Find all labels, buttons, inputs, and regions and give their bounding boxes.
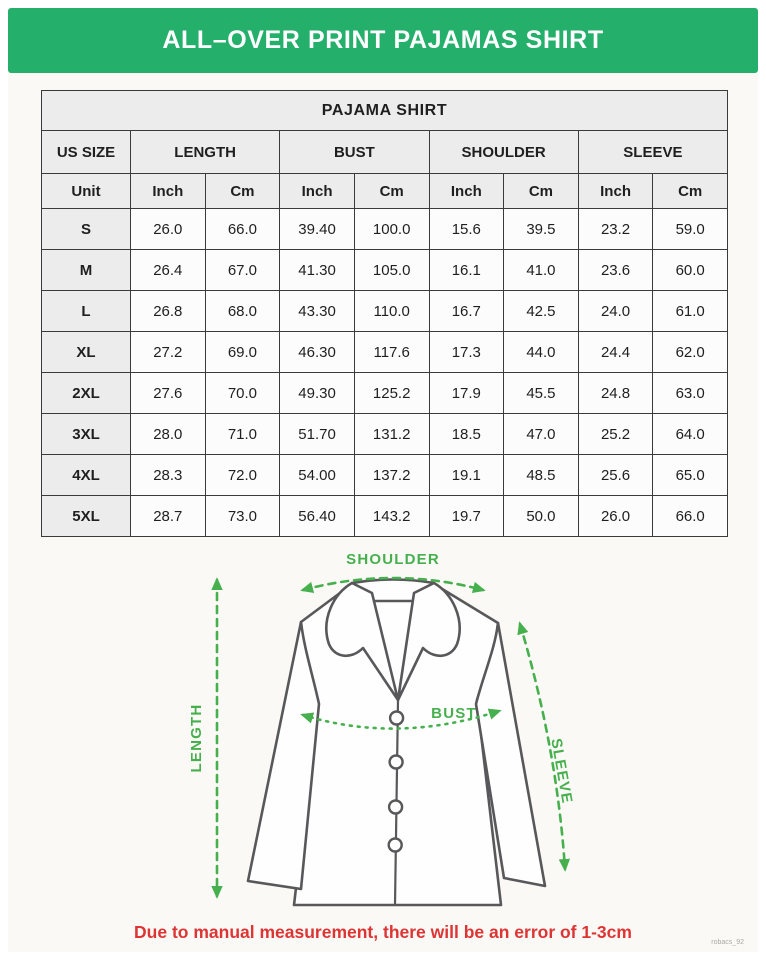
pajama-shirt-illustration: [151, 548, 615, 920]
unit-inch: Inch: [578, 174, 653, 209]
measurement-cell: 59.0: [653, 209, 728, 250]
measurement-cell: 19.1: [429, 455, 504, 496]
measurement-cell: 16.7: [429, 291, 504, 332]
measurement-cell: 45.5: [504, 373, 579, 414]
measurement-cell: 27.2: [131, 332, 206, 373]
column-header-sleeve: SLEEVE: [578, 131, 727, 174]
measurement-cell: 60.0: [653, 250, 728, 291]
measurement-cell: 49.30: [280, 373, 355, 414]
bust-label: BUST: [431, 705, 477, 722]
measurement-cell: 24.0: [578, 291, 653, 332]
unit-cm: Cm: [653, 174, 728, 209]
measurement-cell: 61.0: [653, 291, 728, 332]
table-row: [42, 373, 728, 414]
shirt-button: [389, 839, 402, 852]
table-row: [42, 414, 728, 455]
measurement-cell: 64.0: [653, 414, 728, 455]
measurement-cell: 15.6: [429, 209, 504, 250]
measurement-cell: 17.9: [429, 373, 504, 414]
unit-inch: Inch: [280, 174, 355, 209]
measurement-cell: 27.6: [131, 373, 206, 414]
shirt-button: [389, 801, 402, 814]
measurement-cell: 28.7: [131, 496, 206, 537]
measurement-cell: 17.3: [429, 332, 504, 373]
measurement-cell: 16.1: [429, 250, 504, 291]
measurement-cell: 62.0: [653, 332, 728, 373]
measurement-cell: 67.0: [205, 250, 280, 291]
measurement-cell: 41.0: [504, 250, 579, 291]
measurement-cell: 68.0: [205, 291, 280, 332]
measurement-cell: 19.7: [429, 496, 504, 537]
table-row: [42, 496, 728, 537]
column-group-row: [42, 131, 728, 174]
measurement-cell: 100.0: [354, 209, 429, 250]
table-row: [42, 291, 728, 332]
measurement-cell: 25.6: [578, 455, 653, 496]
table-row: [42, 250, 728, 291]
size-label-cell: M: [42, 250, 131, 291]
measurement-cell: 28.3: [131, 455, 206, 496]
measurement-cell: 131.2: [354, 414, 429, 455]
measurement-cell: 39.40: [280, 209, 355, 250]
measurement-cell: 117.6: [354, 332, 429, 373]
unit-row: [42, 174, 728, 209]
unit-cm: Cm: [354, 174, 429, 209]
measurement-cell: 63.0: [653, 373, 728, 414]
measurement-cell: 72.0: [205, 455, 280, 496]
watermark: robacs_92: [711, 939, 744, 946]
measurement-cell: 23.6: [578, 250, 653, 291]
measurement-cell: 48.5: [504, 455, 579, 496]
shoulder-label: SHOULDER: [346, 551, 440, 568]
measurement-cell: 137.2: [354, 455, 429, 496]
measurement-cell: 66.0: [653, 496, 728, 537]
unit-cm: Cm: [504, 174, 579, 209]
sleeve-label: SLEEVE: [547, 737, 576, 806]
shirt-diagram: [151, 548, 615, 920]
measurement-cell: 66.0: [205, 209, 280, 250]
measurement-note: Due to manual measurement, there will be an error of 1-3cm: [134, 922, 632, 942]
size-label-cell: 2XL: [42, 373, 131, 414]
shirt-button: [390, 756, 403, 769]
measurement-cell: 28.0: [131, 414, 206, 455]
size-label-cell: 3XL: [42, 414, 131, 455]
page-title: ALL–OVER PRINT PAJAMAS SHIRT: [162, 26, 604, 54]
measurement-cell: 46.30: [280, 332, 355, 373]
measurement-cell: 70.0: [205, 373, 280, 414]
unit-inch: Inch: [429, 174, 504, 209]
measurement-cell: 125.2: [354, 373, 429, 414]
measurement-cell: 18.5: [429, 414, 504, 455]
size-table-body: [42, 209, 728, 537]
size-label-cell: 4XL: [42, 455, 131, 496]
title-banner: [8, 8, 758, 73]
measurement-cell: 71.0: [205, 414, 280, 455]
content-area: [8, 73, 758, 952]
measurement-cell: 44.0: [504, 332, 579, 373]
measurement-cell: 26.0: [578, 496, 653, 537]
measurement-cell: 47.0: [504, 414, 579, 455]
measurement-cell: 42.5: [504, 291, 579, 332]
measurement-cell: 25.2: [578, 414, 653, 455]
measurement-cell: 143.2: [354, 496, 429, 537]
table-title: PAJAMA SHIRT: [42, 91, 728, 131]
measurement-cell: 24.8: [578, 373, 653, 414]
measurement-cell: 110.0: [354, 291, 429, 332]
shirt-button: [390, 712, 403, 725]
measurement-cell: 26.8: [131, 291, 206, 332]
measurement-cell: 65.0: [653, 455, 728, 496]
length-label: LENGTH: [188, 703, 205, 773]
size-table: [41, 90, 728, 537]
measurement-cell: 39.5: [504, 209, 579, 250]
measurement-cell: 26.4: [131, 250, 206, 291]
size-label-cell: L: [42, 291, 131, 332]
column-header-shoulder: SHOULDER: [429, 131, 578, 174]
measurement-cell: 73.0: [205, 496, 280, 537]
unit-header: Unit: [42, 174, 131, 209]
column-header-us-size: US SIZE: [42, 131, 131, 174]
unit-inch: Inch: [131, 174, 206, 209]
size-label-cell: S: [42, 209, 131, 250]
measurement-cell: 23.2: [578, 209, 653, 250]
measurement-cell: 43.30: [280, 291, 355, 332]
column-header-length: LENGTH: [131, 131, 280, 174]
measurement-cell: 69.0: [205, 332, 280, 373]
measurement-cell: 24.4: [578, 332, 653, 373]
measurement-cell: 56.40: [280, 496, 355, 537]
measurement-cell: 54.00: [280, 455, 355, 496]
measurement-cell: 41.30: [280, 250, 355, 291]
size-label-cell: XL: [42, 332, 131, 373]
measurement-cell: 105.0: [354, 250, 429, 291]
column-header-bust: BUST: [280, 131, 429, 174]
table-row: [42, 209, 728, 250]
size-label-cell: 5XL: [42, 496, 131, 537]
table-title-row: [42, 91, 728, 131]
measurement-cell: 51.70: [280, 414, 355, 455]
unit-cm: Cm: [205, 174, 280, 209]
measurement-cell: 50.0: [504, 496, 579, 537]
table-row: [42, 332, 728, 373]
measurement-cell: 26.0: [131, 209, 206, 250]
table-row: [42, 455, 728, 496]
